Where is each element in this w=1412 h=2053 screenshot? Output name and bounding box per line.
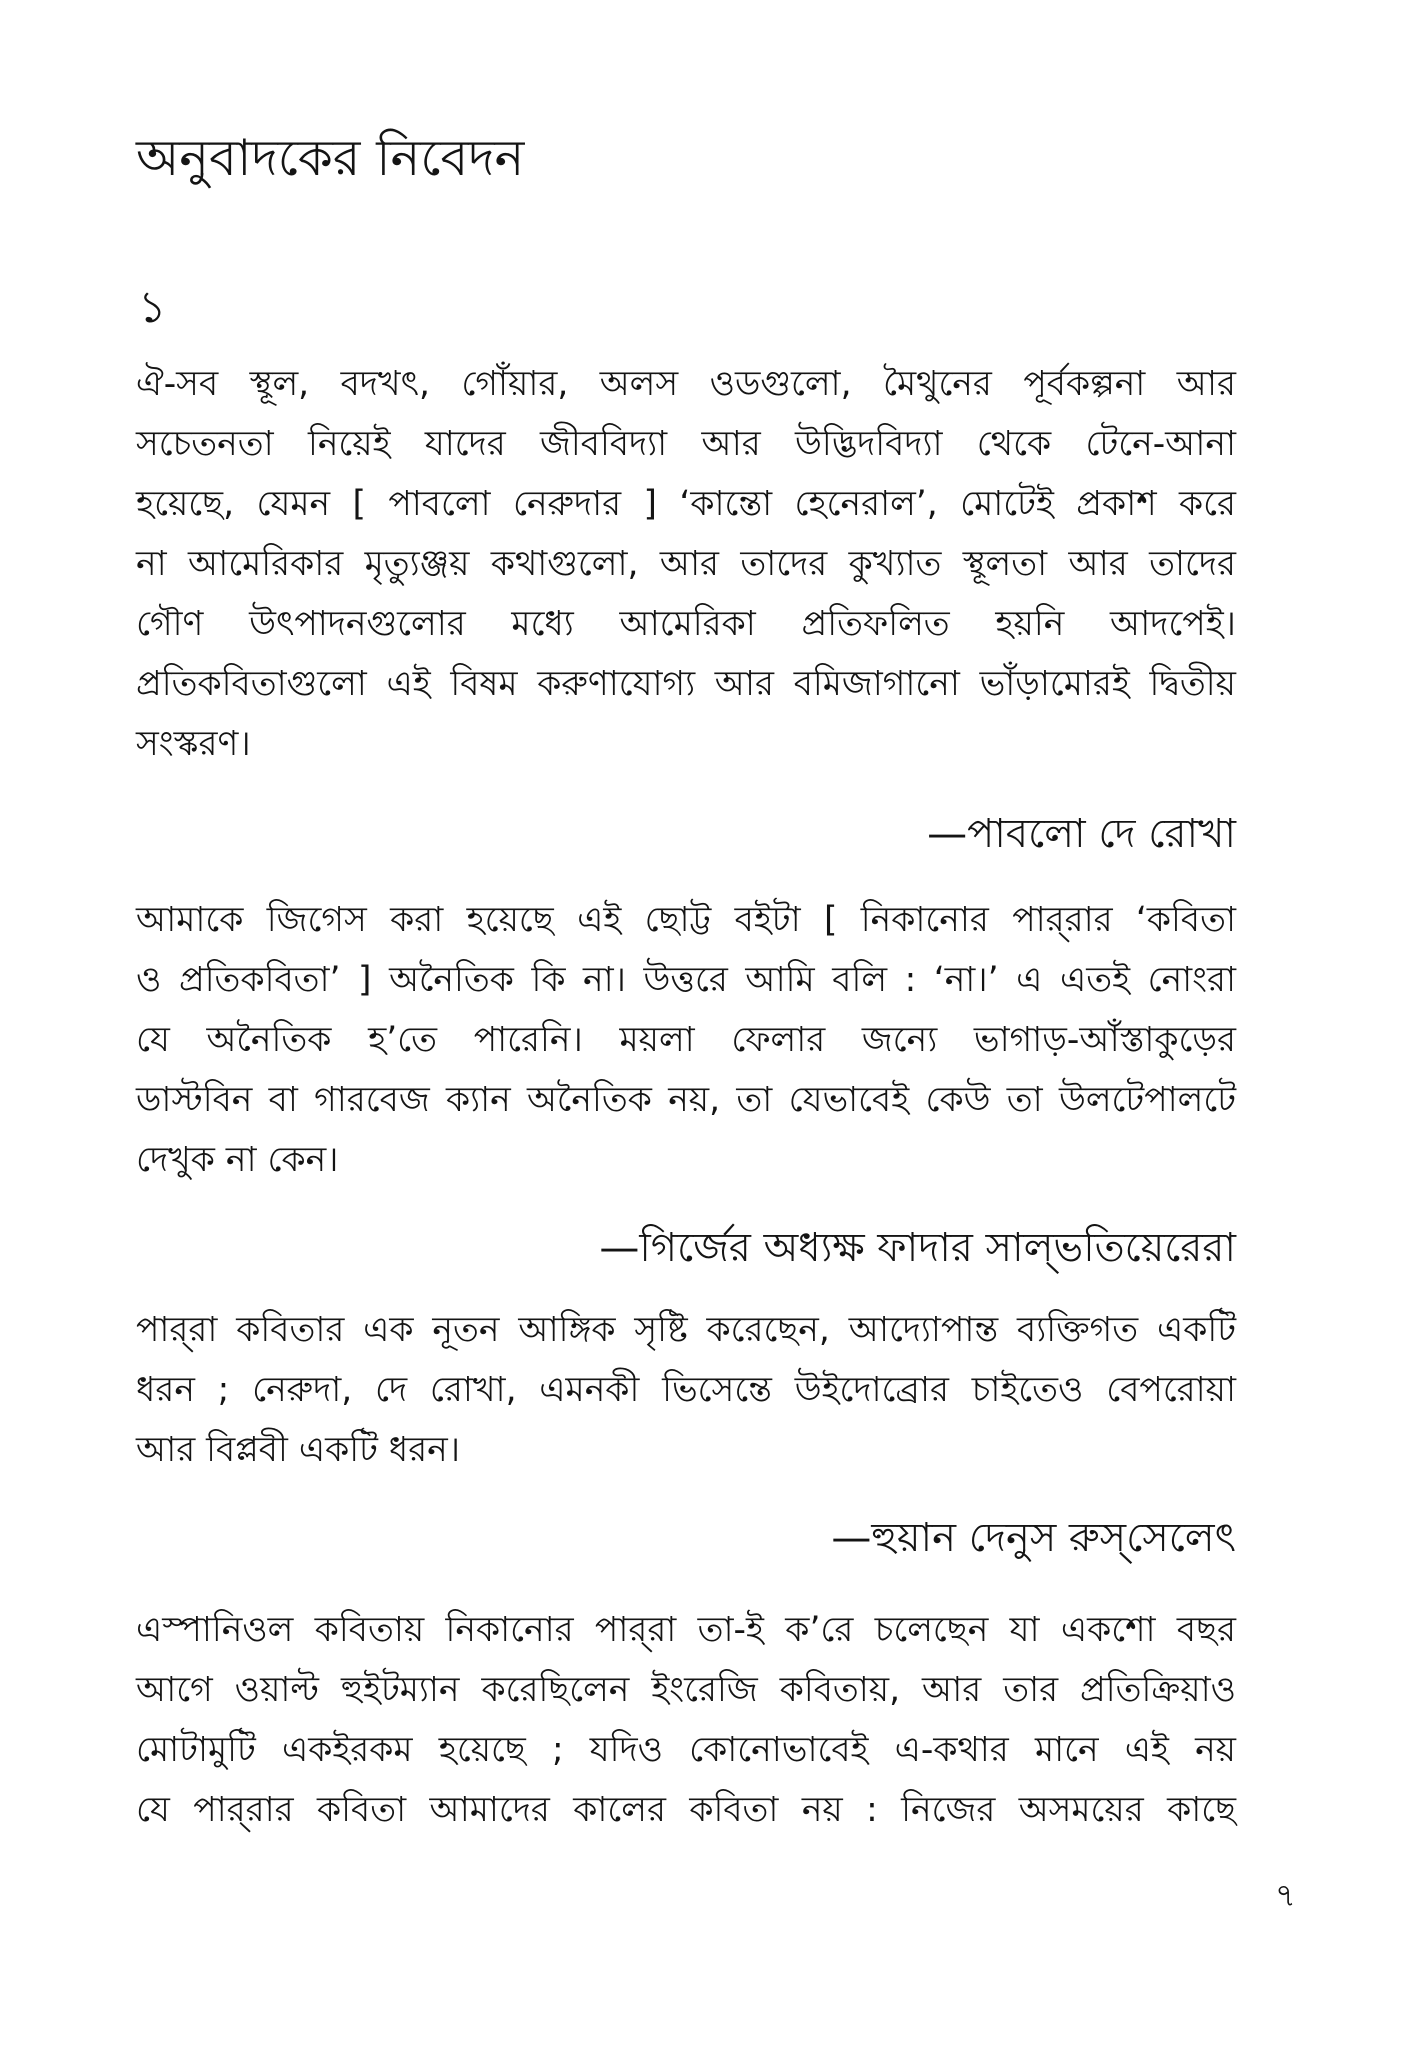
quote-paragraph-2 — [136, 890, 1236, 1190]
paragraph-line: যে অনৈতিক হ’তে পারেনি। ময়লা ফেলার জন্যে ভাগাড়-আঁস্তাকুড়ের — [136, 1020, 1236, 1060]
quote-attribution-3: —হুয়ান দেনুস রুস্‌সেলেৎ — [831, 1515, 1236, 1561]
quote-paragraph-3 — [136, 1300, 1236, 1480]
paragraph-line: ধরন ; নেরুদা, দে রোখা, এমনকী ভিসেন্তে উইদোব্রোর চাইতেও বেপরোয়া — [136, 1370, 1236, 1410]
paragraph-line: ডাস্টবিন বা গারবেজ ক্যান অনৈতিক নয়, তা যেভাবেই কেউ তা উলটেপালটে — [136, 1080, 1236, 1120]
chapter-title: অনুবাদকের নিবেদন — [136, 129, 525, 187]
paragraph-line: মোটামুটি একইরকম হয়েছে ; যদিও কোনোভাবেই এ-কথার মানে এই নয় — [136, 1730, 1236, 1770]
paragraph-line: ঐ-সব স্থূল, বদখৎ, গোঁয়ার, অলস ওডগুলো, মৈথুনের পূর্বকল্পনা আর — [136, 364, 1236, 404]
paragraph-line: এস্পানিওল কবিতায় নিকানোর পার্‌রা তা-ই ক’রে চলেছেন যা একশো বছর — [136, 1610, 1236, 1650]
paragraph-line: না আমেরিকার মৃত্যুঞ্জয় কথাগুলো, আর তাদের কুখ্যাত স্থূলতা আর তাদের — [136, 544, 1236, 584]
quote-paragraph-4 — [136, 1600, 1236, 1840]
quote-attribution-1: —পাবলো দে রোখা — [927, 811, 1236, 857]
paragraph-line: গৌণ উৎপাদনগুলোর মধ্যে আমেরিকা প্রতিফলিত হয়নি আদপেই। — [136, 604, 1236, 644]
paragraph-line: হয়েছে, যেমন [ পাবলো নেরুদার ] ‘কান্তো হেনেরাল’, মোটেই প্রকাশ করে — [136, 484, 1236, 524]
quote-attribution-2: —গির্জের অধ্যক্ষ ফাদার সাল্‌ভতিয়েরেরা — [599, 1225, 1236, 1271]
paragraph-line: পার্‌রা কবিতার এক নূতন আঙ্গিক সৃষ্টি করেছেন, আদ্যোপান্ত ব্যক্তিগত একটি — [136, 1310, 1236, 1350]
section-number: ১ — [138, 282, 167, 333]
paragraph-line: সংস্করণ। — [136, 724, 251, 764]
paragraph-line: প্রতিকবিতাগুলো এই বিষম করুণাযোগ্য আর বমিজাগানো ভাঁড়ামোরই দ্বিতীয় — [136, 664, 1236, 704]
paragraph-line: দেখুক না কেন। — [136, 1140, 339, 1180]
paragraph-line: ও প্রতিকবিতা’ ] অনৈতিক কি না। উত্তরে আমি বলি : ‘না।’ এ এতই নোংরা — [136, 960, 1236, 1000]
quote-paragraph-1 — [136, 354, 1236, 774]
paragraph-line: আর বিপ্লবী একটি ধরন। — [136, 1430, 461, 1470]
paragraph-line: সচেতনতা নিয়েই যাদের জীববিদ্যা আর উদ্ভিদবিদ্যা থেকে টেনে-আনা — [136, 424, 1236, 464]
paragraph-line: আমাকে জিগেস করা হয়েছে এই ছোট্ট বইটা [ নিকানোর পার্‌রার ‘কবিতা — [136, 900, 1236, 940]
paragraph-line: আগে ওয়াল্ট হুইটম্যান করেছিলেন ইংরেজি কবিতায়, আর তার প্রতিক্রিয়াও — [136, 1670, 1236, 1710]
page-number: ৭ — [1275, 1876, 1296, 1914]
paragraph-line: যে পার্‌রার কবিতা আমাদের কালের কবিতা নয় : নিজের অসময়ের কাছে — [136, 1790, 1236, 1830]
